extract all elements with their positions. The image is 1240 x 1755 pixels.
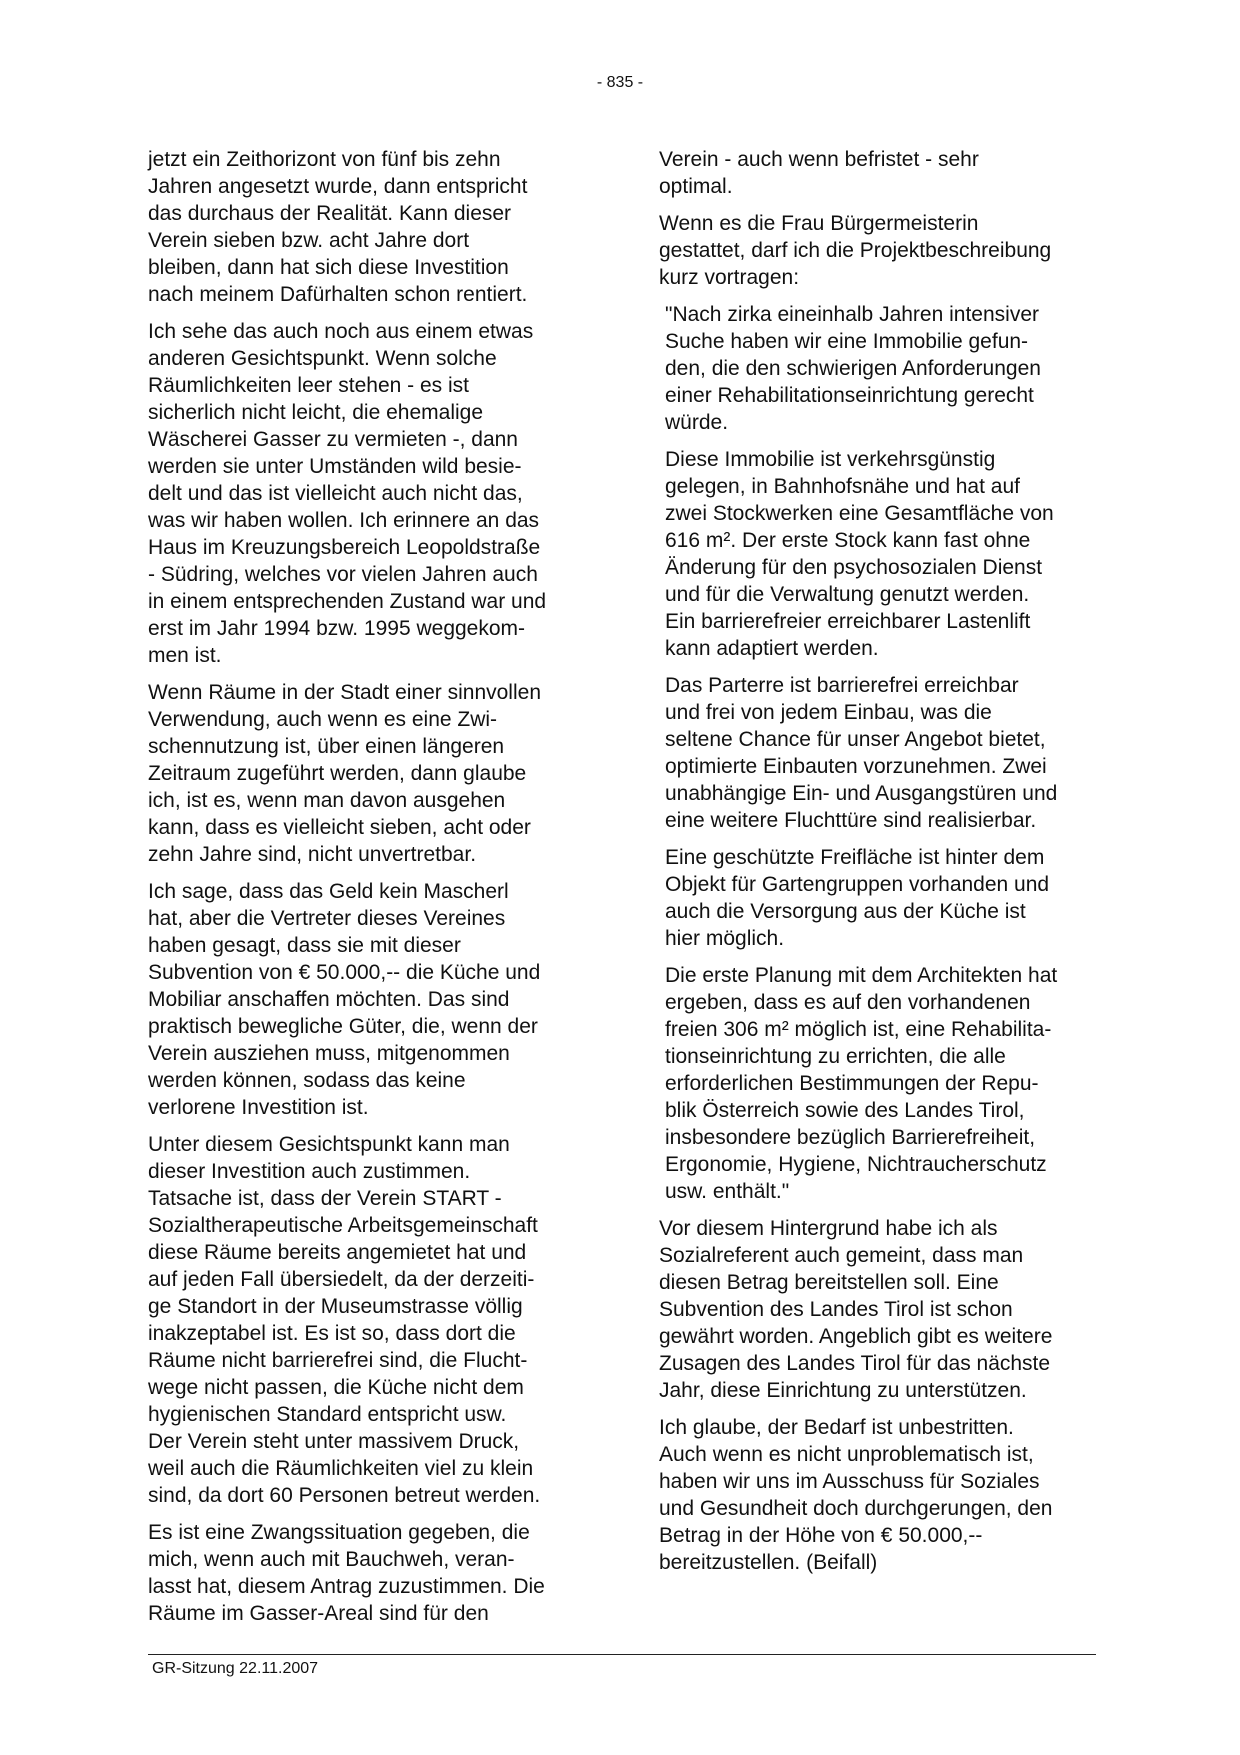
quote-paragraph: Das Parterre ist barrierefrei erreichbar und frei von jedem Einbau, was die seltene Chance für unser Angebot bietet, optimierte Einbauten vorzunehmen. Zwei unabhängige Ein- und Ausgangstüren und eine weitere Fluchttüre sind realisierbar.: [665, 674, 1058, 832]
paragraph: Es ist eine Zwangssituation gegeben, die mich, wenn auch mit Bauchweh, veran- lasst hat, diesem Antrag zuzustimmen. Die Räume im Gasser-Areal sind für den: [148, 1521, 545, 1625]
paragraph: Ich sehe das auch noch aus einem etwas anderen Gesichtspunkt. Wenn solche Räumlichkeiten leer stehen - es ist sicherlich nicht leicht, die ehemalige Wäscherei Gasser zu vermieten -, dann werden sie unter Umständen wild besie- delt und das ist vielleicht auch nicht das, was wir haben wollen. Ich erinnere an das Haus im Kreuzungsbereich Leopoldstraße - Südring, welches vor vielen Jahren auch in einem entsprechenden Zustand war und erst im Jahr 1994 bzw. 1995 weggekom- men ist.: [148, 320, 547, 667]
footer-text: GR-Sitzung 22.11.2007: [152, 1660, 319, 1677]
quote-paragraph: Die erste Planung mit dem Architekten hat ergeben, dass es auf den vorhandenen freien 306 m² möglich ist, eine Rehabilita- tionseinrichtung zu errichten, die alle erforderlichen Bestimmungen der Repu- blik Österreich sowie des Landes Tirol, insbesondere bezüglich Barrierefreiheit, Ergonomie, Hygiene, Nichtraucherschutz usw. enthält.": [665, 964, 1058, 1203]
paragraph: Verein - auch wenn befristet - sehr optimal.: [659, 148, 979, 198]
right-column: [659, 146, 1096, 1586]
footer-divider: [148, 1654, 1096, 1655]
page-number: - 835 -: [596, 74, 644, 91]
paragraph: Wenn es die Frau Bürgermeisterin gestattet, darf ich die Projektbeschreibung kurz vortragen:: [659, 212, 1052, 289]
paragraph: jetzt ein Zeithorizont von fünf bis zehn Jahren angesetzt wurde, dann entspricht das durchaus der Realität. Kann dieser Verein sieben bzw. acht Jahre dort bleiben, dann hat sich diese Investition nach meinem Dafürhalten schon rentiert.: [148, 148, 528, 306]
paragraph: Ich glaube, der Bedarf ist unbestritten. Auch wenn es nicht unproblematisch ist, haben wir uns im Ausschuss für Soziales und Gesundheit doch durchgerungen, den Betrag in der Höhe von € 50.000,-- bereitzustellen. (Beifall): [659, 1416, 1053, 1574]
left-column: [148, 146, 588, 1637]
paragraph: Wenn Räume in der Stadt einer sinnvollen Verwendung, auch wenn es eine Zwi- schennutzung ist, über einen längeren Zeitraum zugeführt werden, dann glaube ich, ist es, wenn man davon ausgehen kann, dass es vielleicht sieben, acht oder zehn Jahre sind, nicht unvertretbar.: [148, 681, 542, 866]
paragraph: Vor diesem Hintergrund habe ich als Sozialreferent auch gemeint, dass man diesen Betrag bereitstellen soll. Eine Subvention des Landes Tirol ist schon gewährt worden. Angeblich gibt es weitere Zusagen des Landes Tirol für das nächste Jahr, diese Einrichtung zu unterstützen.: [659, 1217, 1053, 1402]
paragraph: Unter diesem Gesichtspunkt kann man dieser Investition auch zustimmen. Tatsache ist, dass der Verein START - Sozialtherapeutische Arbeitsgemeinschaft diese Räume bereits angemietet hat und auf jeden Fall übersiedelt, da der derzeiti- ge Standort in der Museumstrasse völlig inakzeptabel ist. Es ist so, dass dort die Räume nicht barrierefrei sind, die Flucht- wege nicht passen, die Küche nicht dem hygienischen Standard entspricht usw. Der Verein steht unter massivem Druck, weil auch die Räumlichkeiten viel zu klein sind, da dort 60 Personen betreut werden.: [148, 1133, 541, 1507]
paragraph: Ich sage, dass das Geld kein Mascherl hat, aber die Vertreter dieses Vereines haben gesagt, dass sie mit dieser Subvention von € 50.000,-- die Küche und Mobiliar anschaffen möchten. Das sind praktisch bewegliche Güter, die, wenn der Verein ausziehen muss, mitgenommen werden können, sodass das keine verlorene Investition ist.: [148, 880, 541, 1119]
quote-paragraph: Diese Immobilie ist verkehrsgünstig gelegen, in Bahnhofsnähe und hat auf zwei Stockwerken eine Gesamtfläche von 616 m². Der erste Stock kann fast ohne Änderung für den psychosozialen Dienst und für die Verwaltung genutzt werden. Ein barrierefreier erreichbarer Lastenlift kann adaptiert werden.: [665, 448, 1054, 660]
quote-paragraph: "Nach zirka eineinhalb Jahren intensiver Suche haben wir eine Immobilie gefun- den, die den schwierigen Anforderungen einer Rehabilitationseinrichtung gerecht würde.: [665, 303, 1041, 434]
quote-paragraph: Eine geschützte Freifläche ist hinter dem Objekt für Gartengruppen vorhanden und auch die Versorgung aus der Küche ist hier möglich.: [665, 846, 1050, 950]
